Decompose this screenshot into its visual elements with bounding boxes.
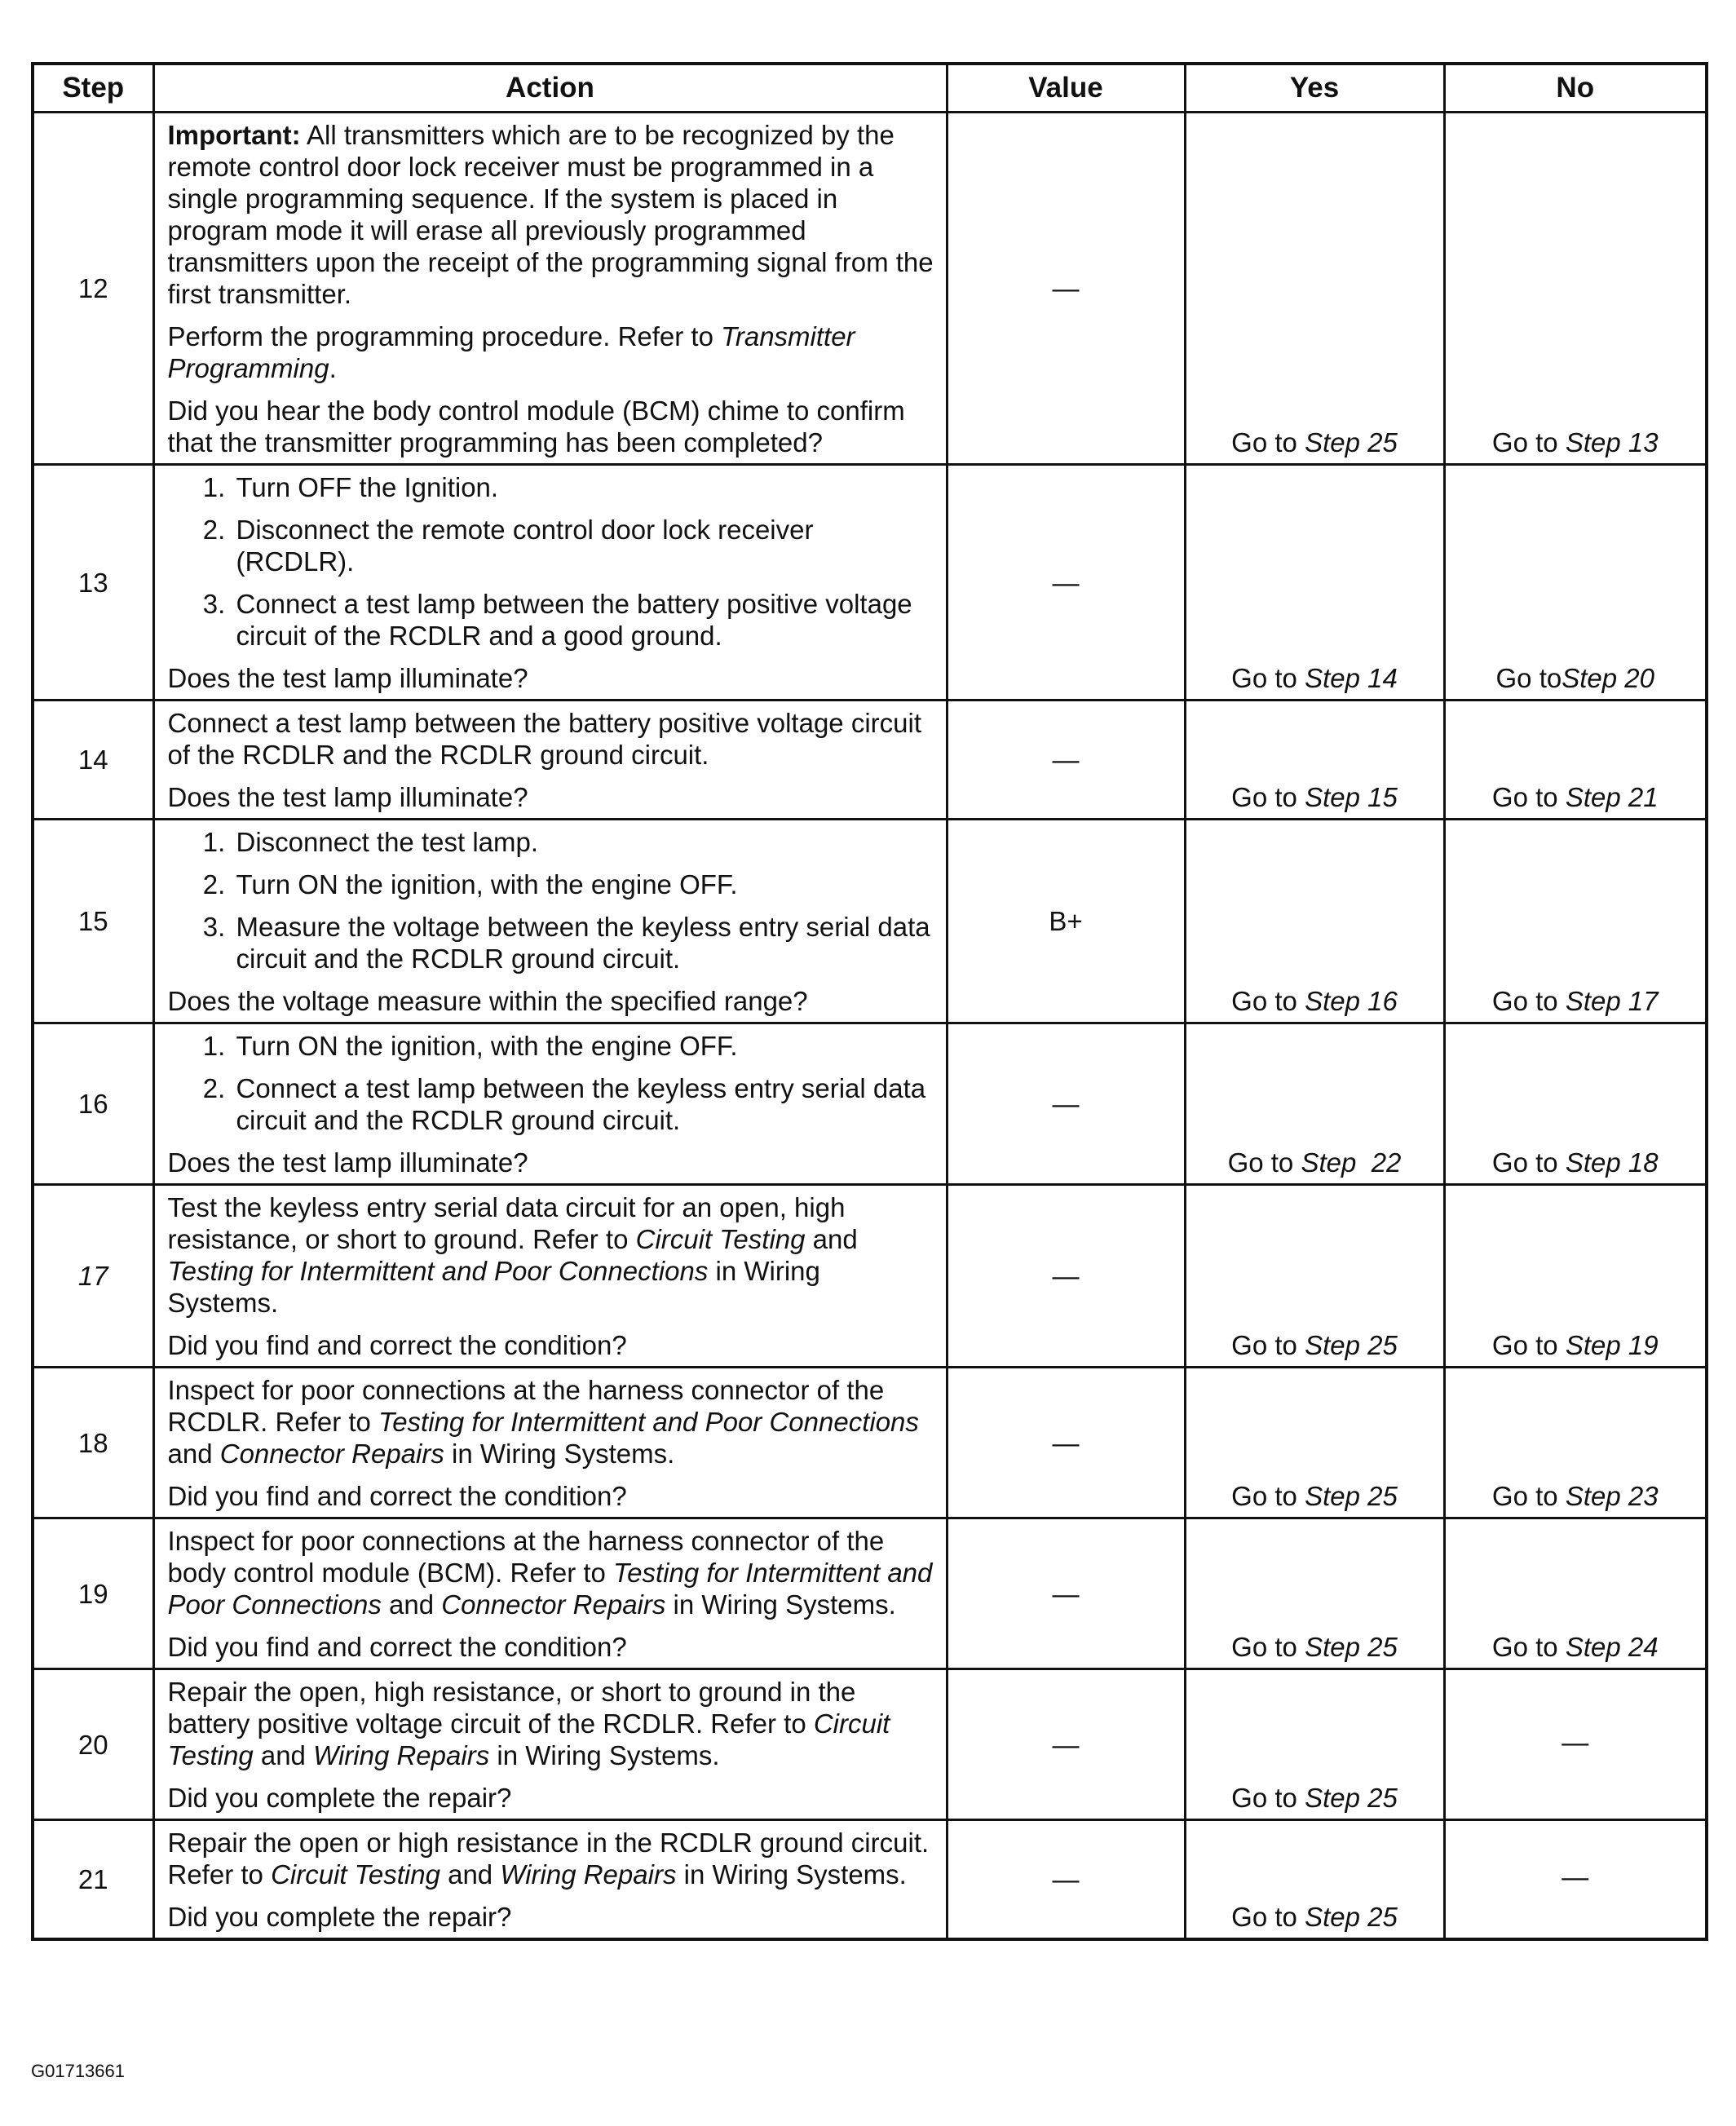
header-action: Action [153, 64, 947, 113]
yes-cell [1185, 820, 1444, 1023]
diagnostic-table-sheet [31, 62, 1705, 1941]
no-cell: — [1444, 1820, 1707, 1940]
goto-prefix: Go to [1231, 663, 1305, 693]
table-row [33, 1368, 1707, 1518]
reference-link-text: Testing for Intermittent and Poor Connections [167, 1558, 933, 1620]
reference-link-text: Wiring Repairs [500, 1859, 677, 1890]
text-run: Does the test lamp illuminate? [167, 663, 528, 693]
goto-prefix: Go to [1231, 1481, 1305, 1511]
goto-prefix: Go to [1231, 986, 1305, 1016]
header-yes: Yes [1185, 64, 1444, 113]
text-run: in Wiring Systems. [676, 1859, 907, 1890]
text-run: Does the test lamp illuminate? [167, 782, 528, 812]
goto-step-reference: Step 25 [1305, 427, 1398, 457]
action-paragraph [168, 781, 938, 813]
no-cell [1444, 465, 1707, 701]
step-number: 21 [33, 1820, 153, 1940]
reference-link-text: Circuit Testing [167, 1708, 890, 1770]
value-cell: — [947, 113, 1185, 465]
value-cell: — [947, 1820, 1185, 1940]
text-run: Did you complete the repair? [167, 1902, 512, 1932]
text-run: and [805, 1224, 858, 1254]
action-substeps [168, 1030, 938, 1136]
text-run: Measure the voltage between the keyless entry serial data circuit and the RCDLR ground circuit. [236, 912, 930, 974]
text-run: Inspect for poor connections at the harness connector of the body control module (BCM). Refer to [167, 1526, 885, 1588]
value-cell: — [947, 465, 1185, 701]
table-row [33, 820, 1707, 1023]
action-substeps [168, 826, 938, 975]
action-paragraph [168, 1525, 938, 1620]
action-cell [153, 1820, 947, 1940]
reference-link-text: Circuit Testing [271, 1859, 440, 1890]
step-number: 14 [33, 701, 153, 820]
step-number: 18 [33, 1368, 153, 1518]
text-run: Did you hear the body control module (BCM) chime to confirm that the transmitter programming has been completed? [167, 396, 905, 457]
action-cell [153, 1669, 947, 1820]
goto-prefix: Go to [1231, 427, 1305, 457]
action-paragraph [168, 320, 938, 384]
yes-cell [1185, 701, 1444, 820]
table-body [33, 113, 1707, 1940]
goto-prefix: Go to [1491, 1330, 1566, 1360]
no-cell: — [1444, 1669, 1707, 1820]
action-paragraph [168, 1782, 938, 1814]
text-run: Disconnect the test lamp. [236, 827, 539, 857]
goto-prefix: Go to [1491, 1481, 1566, 1511]
yes-cell [1185, 1368, 1444, 1518]
goto-step-reference: Step 24 [1565, 1632, 1659, 1662]
yes-cell [1185, 1820, 1444, 1940]
no-cell [1444, 1518, 1707, 1669]
action-paragraph [168, 1901, 938, 1933]
action-cell [153, 701, 947, 820]
text-run: Repair the open or high resistance in the RCDLR ground circuit. Refer to [167, 1828, 930, 1890]
goto-prefix: Go to [1491, 427, 1566, 457]
goto-step-reference: Step 15 [1305, 782, 1398, 812]
action-cell [153, 113, 947, 465]
action-cell [153, 1185, 947, 1368]
header-value: Value [947, 64, 1185, 113]
goto-prefix: Go to [1231, 782, 1305, 812]
action-paragraph [168, 1676, 938, 1771]
text-run: in Wiring Systems. [444, 1439, 675, 1469]
goto-step-reference: Step 17 [1565, 986, 1659, 1016]
goto-step-reference: Step 20 [1562, 663, 1654, 693]
goto-step-reference: Step 19 [1565, 1330, 1659, 1360]
table-row [33, 1669, 1707, 1820]
goto-step-reference: Step 25 [1305, 1632, 1398, 1662]
goto-step-reference: Step 16 [1305, 986, 1398, 1016]
no-cell [1444, 113, 1707, 465]
table-row [33, 1820, 1707, 1940]
yes-cell [1185, 1669, 1444, 1820]
text-run: Repair the open, high resistance, or short to ground in the battery positive voltage circuit of the RCDLR. Refer to [167, 1677, 856, 1739]
value-cell: — [947, 1669, 1185, 1820]
yes-cell [1185, 1518, 1444, 1669]
action-substep [233, 588, 938, 652]
action-cell [153, 820, 947, 1023]
step-number: 17 [33, 1185, 153, 1368]
text-run: Turn ON the ignition, with the engine OFF. [236, 869, 738, 899]
text-run: Did you find and correct the condition? [167, 1481, 627, 1511]
goto-prefix: Go to [1231, 1632, 1305, 1662]
text-run: Does the voltage measure within the specified range? [167, 986, 808, 1016]
action-paragraph [168, 1374, 938, 1470]
action-substep [233, 911, 938, 975]
yes-cell [1185, 465, 1444, 701]
yes-cell [1185, 113, 1444, 465]
goto-prefix: Go to [1491, 782, 1566, 812]
text-run: Did you complete the repair? [167, 1783, 512, 1813]
action-cell [153, 1023, 947, 1185]
reference-link-text: Connector Repairs [441, 1589, 666, 1620]
text-run: and [381, 1589, 442, 1620]
action-substep [233, 869, 938, 900]
action-cell [153, 1368, 947, 1518]
action-paragraph [168, 1827, 938, 1890]
goto-prefix: Go to [1227, 1147, 1301, 1178]
action-paragraph [168, 119, 938, 310]
text-run: All transmitters which are to be recognized by the remote control door lock receiver must be programmed in a single programming sequence. If the system is placed in program mode it will erase all previously programmed transmitters upon the receipt of the programming signal from the first transmitter. [167, 120, 934, 309]
text-run: . [329, 353, 337, 383]
table-row [33, 701, 1707, 820]
text-run: in Wiring Systems. [489, 1740, 720, 1770]
text-run: Turn OFF the Ignition. [236, 472, 499, 502]
text-run: Connect a test lamp between the battery positive voltage circuit of the RCDLR and a good ground. [236, 589, 912, 651]
yes-cell [1185, 1023, 1444, 1185]
step-number: 12 [33, 113, 153, 465]
action-substep [233, 514, 938, 577]
action-paragraph [168, 985, 938, 1017]
text-run: Test the keyless entry serial data circuit for an open, high resistance, or short to ground. Refer to [167, 1192, 846, 1254]
text-run: in Wiring Systems. [167, 1256, 820, 1318]
table-row [33, 1518, 1707, 1669]
step-number: 16 [33, 1023, 153, 1185]
goto-prefix: Go to [1495, 663, 1562, 693]
goto-step-reference: Step 25 [1305, 1783, 1398, 1813]
diagnostic-table [31, 62, 1708, 1941]
header-step: Step [33, 64, 153, 113]
action-paragraph [168, 1329, 938, 1361]
reference-link-text: Wiring Repairs [313, 1740, 490, 1770]
reference-link-text: Connector Repairs [219, 1439, 444, 1469]
goto-step-reference: Step 18 [1565, 1147, 1659, 1178]
goto-step-reference: Step 25 [1305, 1481, 1398, 1511]
goto-prefix: Go to [1231, 1902, 1305, 1932]
no-cell [1444, 820, 1707, 1023]
table-row [33, 1185, 1707, 1368]
reference-link-text: Transmitter Programming [167, 321, 855, 383]
action-paragraph [168, 1480, 938, 1512]
action-paragraph [168, 1147, 938, 1178]
yes-cell [1185, 1185, 1444, 1368]
value-cell: — [947, 1185, 1185, 1368]
header-row [33, 64, 1707, 113]
action-substep [233, 1072, 938, 1136]
text-run: and [167, 1439, 220, 1469]
text-run: Connect a test lamp between the keyless entry serial data circuit and the RCDLR ground circuit. [236, 1073, 926, 1135]
step-number: 19 [33, 1518, 153, 1669]
action-substep [233, 826, 938, 858]
action-substep [233, 1030, 938, 1062]
text-run: Inspect for poor connections at the harness connector of the RCDLR. Refer to [167, 1375, 885, 1437]
table-row [33, 113, 1707, 465]
goto-step-reference: Step 13 [1565, 427, 1659, 457]
text-run: Perform the programming procedure. Refer to [167, 321, 722, 351]
value-cell: — [947, 1023, 1185, 1185]
goto-step-reference: Step 21 [1565, 782, 1659, 812]
goto-step-reference: Step 14 [1305, 663, 1398, 693]
goto-prefix: Go to [1491, 1147, 1566, 1178]
reference-link-text: Circuit Testing [635, 1224, 806, 1254]
step-number: 13 [33, 465, 153, 701]
text-run: Does the test lamp illuminate? [167, 1147, 528, 1178]
goto-prefix: Go to [1231, 1783, 1305, 1813]
value-cell: — [947, 701, 1185, 820]
no-cell [1444, 1023, 1707, 1185]
important-label: Important: [167, 120, 301, 150]
no-cell [1444, 1185, 1707, 1368]
text-run: Connect a test lamp between the battery positive voltage circuit of the RCDLR and the RCDLR ground circuit. [167, 708, 921, 770]
text-run: and [440, 1859, 501, 1890]
action-cell [153, 1518, 947, 1669]
goto-step-reference: Step 25 [1305, 1330, 1398, 1360]
step-number: 15 [33, 820, 153, 1023]
table-row [33, 1023, 1707, 1185]
text-run: Disconnect the remote control door lock receiver (RCDLR). [236, 515, 814, 577]
action-substeps [168, 471, 938, 652]
reference-link-text: Testing for Intermittent and Poor Connections [167, 1256, 709, 1286]
goto-step-reference: Step 23 [1565, 1481, 1659, 1511]
action-paragraph [168, 1631, 938, 1663]
step-number: 20 [33, 1669, 153, 1820]
action-paragraph [168, 662, 938, 694]
no-cell [1444, 1368, 1707, 1518]
action-paragraph [168, 395, 938, 458]
reference-link-text: Testing for Intermittent and Poor Connections [378, 1407, 919, 1437]
action-substep [233, 471, 938, 503]
action-paragraph [168, 707, 938, 771]
action-paragraph [168, 1191, 938, 1319]
goto-step-reference: Step 25 [1305, 1902, 1398, 1932]
table-row [33, 465, 1707, 701]
goto-prefix: Go to [1491, 1632, 1566, 1662]
value-cell: B+ [947, 820, 1185, 1023]
text-run: Did you find and correct the condition? [167, 1330, 627, 1360]
text-run: and [253, 1740, 314, 1770]
action-cell [153, 465, 947, 701]
goto-prefix: Go to [1491, 986, 1566, 1016]
text-run: in Wiring Systems. [665, 1589, 896, 1620]
goto-prefix: Go to [1231, 1330, 1305, 1360]
value-cell: — [947, 1368, 1185, 1518]
text-run: Did you find and correct the condition? [167, 1632, 627, 1662]
text-run: Turn ON the ignition, with the engine OFF. [236, 1031, 738, 1061]
header-no: No [1444, 64, 1707, 113]
goto-step-reference: Step 22 [1301, 1147, 1402, 1178]
figure-id: G01713661 [31, 2061, 125, 2081]
no-cell [1444, 701, 1707, 820]
value-cell: — [947, 1518, 1185, 1669]
